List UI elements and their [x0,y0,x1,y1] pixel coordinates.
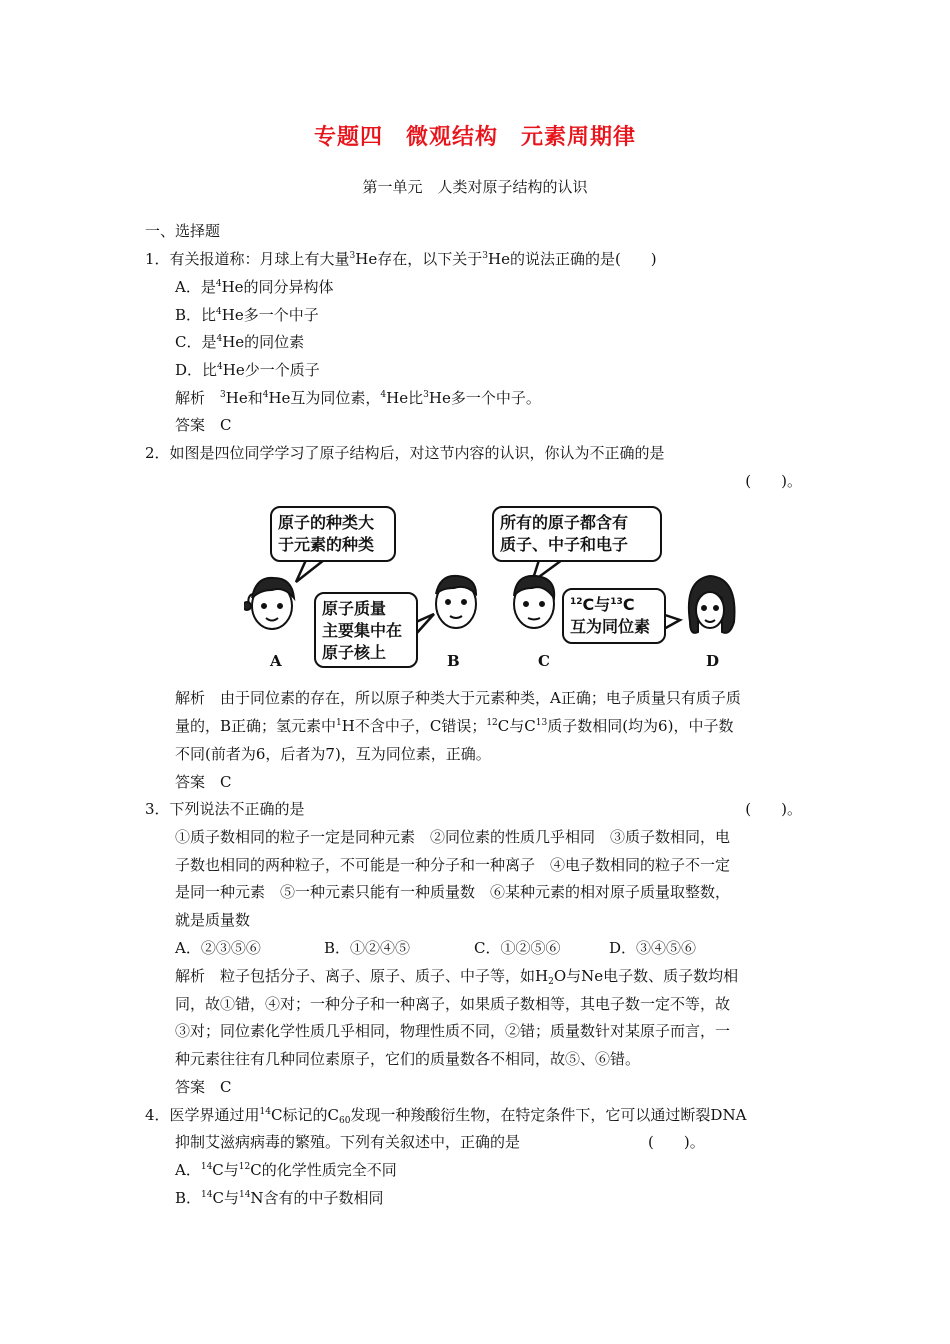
q4-stem-line-2: 抑制艾滋病病毒的繁殖。下列有关叙述中，正确的是 [175,1133,521,1151]
q1-option-b: B．比$^4$He多一个中子 [175,306,319,324]
q3-analysis-line-2: 同，故①错，④对；一种分子和一种离子，如果质子数相等，其电子数一定不等，故 [175,995,731,1013]
label-a: A [270,652,282,670]
q1-analysis: 解析 $^3$He和$^4$He互为同位素，$^4$He比$^3$He多一个中子。 [175,389,541,407]
student-a-face [244,578,294,629]
q3-statement-line-1: ①质子数相同的粒子一定是同种元素 ②同位素的性质几乎相同 ③质子数相同，电 [175,828,731,846]
q3-statement-line-2: 子数也相同的两种粒子，不可能是一种分子和一种离子 ④电子数相同的粒子不一定 [175,856,731,874]
bubble-c: 所有的原子都含有 质子、中子和电子 [492,506,662,562]
bubble-a: 原子的种类大 于元素的种类 [270,506,396,562]
q3-option-c: C．①②⑤⑥ [474,939,561,957]
q2-answer-blank: ( )。 [745,472,802,490]
q2-answer: 答案 C [175,773,232,791]
q3-option-b: B．①②④⑤ [324,939,411,957]
q1-option-d: D．比$^4$He少一个质子 [175,361,320,379]
q4-answer-blank: ( )。 [648,1133,705,1151]
unit-subtitle: 第一单元 人类对原子结构的认识 [362,178,588,196]
q3-option-d: D．③④⑤⑥ [609,939,697,957]
q3-analysis-line-3: ③对；同位素化学性质几乎相同，物理性质不同，②错；质量数针对某原子而言，一 [175,1022,731,1040]
q3-option-a: A．②③⑤⑥ [175,939,261,957]
student-b-face [436,576,476,628]
q1-option-c: C．是$^4$He的同位素 [175,333,305,351]
student-d-face [689,576,735,633]
bubble-a-tail [296,560,324,582]
q3-stem: 3．下列说法不正确的是 [145,800,305,818]
cartoon-figure [244,502,744,674]
q4-stem-line-1: 4．医学界通过用$^{14}$C标记的$C_{60}$发现一种羧酸衍生物，在特定条件下，它可以通过断裂DNA [145,1106,747,1126]
page-title: 专题四 微观结构 元素周期律 [313,125,636,150]
q3-analysis-line-1: 解析 粒子包括分子、离子、原子、质子、中子等，如$H_2O$与Ne电子数、质子数均相 [175,967,739,987]
q3-analysis-line-4: 种元素往往有几种同位素原子，它们的质量数各不相同，故⑤、⑥错。 [175,1050,641,1068]
label-b: B [447,652,460,670]
q3-statement-line-4: 就是质量数 [175,911,251,929]
q1-option-a: A．是$^4$He的同分异构体 [175,278,334,296]
q1-answer: 答案 C [175,416,232,434]
q4-option-b: B．$^{14}$C与$^{14}$N含有的中子数相同 [175,1189,384,1207]
label-c: C [538,652,550,670]
label-d: D [706,652,720,670]
section-heading: 一、选择题 [145,222,221,240]
q3-statement-line-3: 是同一种元素 ⑤一种元素只能有一种质量数 ⑥某种元素的相对原子质量取整数， [175,883,731,901]
bubble-b-tail [416,614,434,634]
q2-stem: 2．如图是四位同学学习了原子结构后，对这节内容的认识，你认为不正确的是 [145,444,665,462]
q3-answer-blank: ( )。 [745,800,802,818]
bubble-b: 原子质量 主要集中在 原子核上 [314,592,418,668]
q2-analysis-line-2: 量的，B正确；氢元素中$^1$H不含中子，C错误；$^{12}$C与$C^{13}$质子数相同(均为6)，中子数 [175,717,734,735]
q2-analysis-line-1: 解析 由于同位素的存在，所以原子种类大于元素种类，A正确；电子质量只有质子质 [175,689,741,707]
bubble-d: $^{12}$C与$^{13}$C 互为同位素 [562,588,666,644]
q4-option-a: A．$^{14}$C与$^{12}$C的化学性质完全不同 [175,1161,397,1179]
q2-analysis-line-3: 不同(前者为6，后者为7)，互为同位素，正确。 [175,745,491,763]
q1-stem: 1．有关报道称：月球上有大量$^3$He存在，以下关于$^3$He的说法正确的是( ) [145,250,657,268]
student-c-face [514,576,554,628]
q3-answer: 答案 C [175,1078,232,1096]
